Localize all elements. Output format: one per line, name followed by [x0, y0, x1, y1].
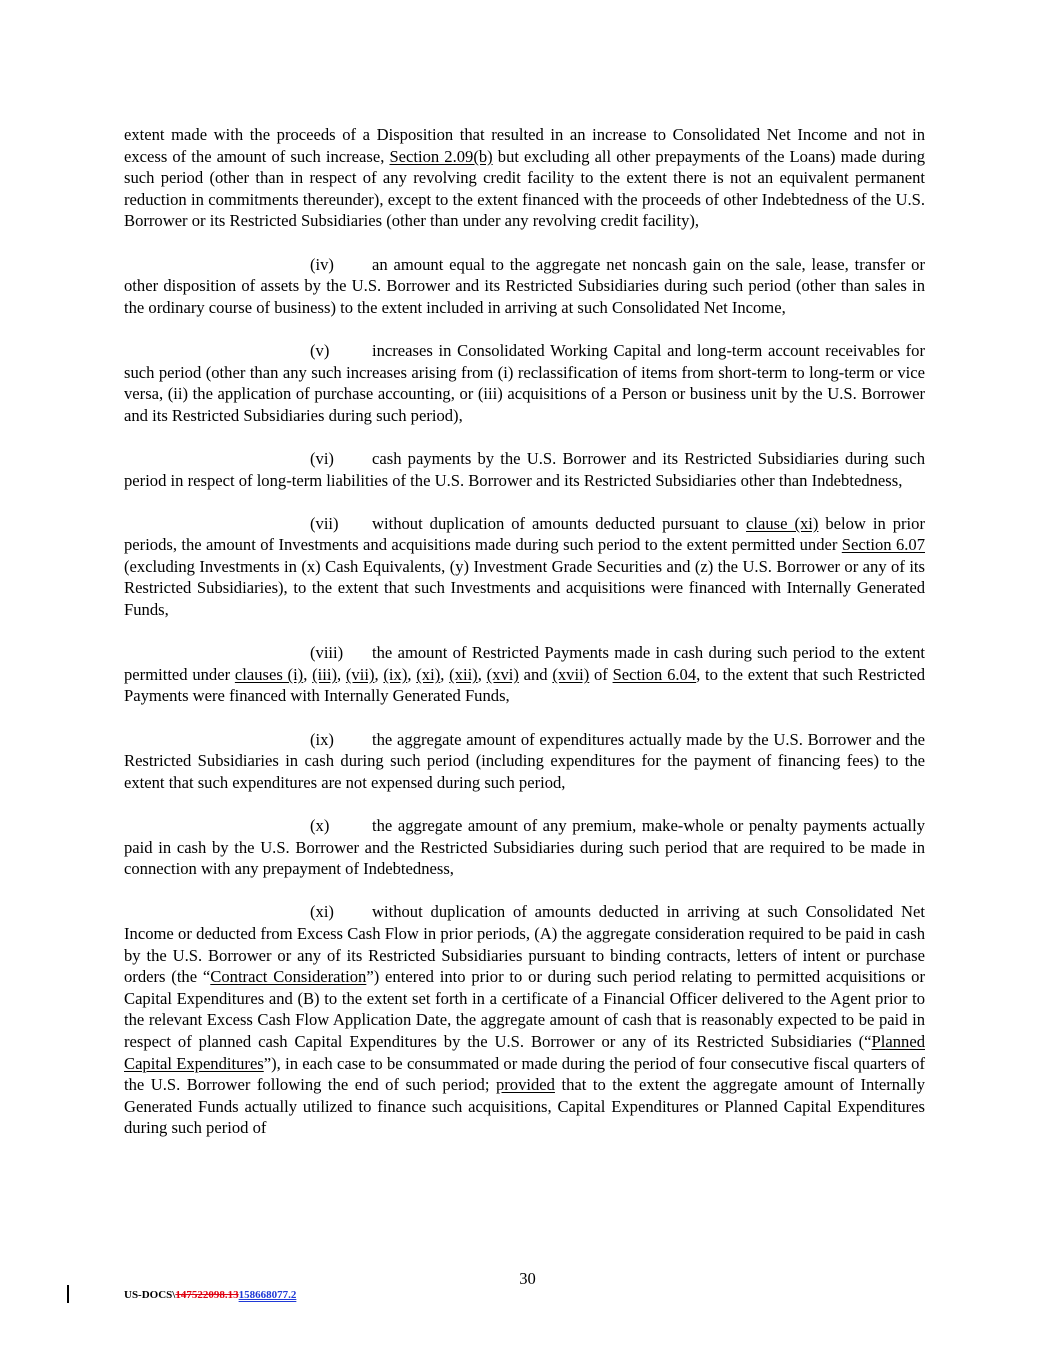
clause-number: (viii): [310, 643, 344, 663]
clause-number: (iv): [310, 254, 334, 274]
defined-term: provided: [495, 1075, 555, 1095]
paragraph-ix: (ix) the aggregate amount of expenditures actually made by the U.S. Borrower and the Restricted Subsidiaries in cash during such period (including expenditures for the payment of financing fees) to the extent that such expenditures are not expensed during such period,: [124, 729, 925, 792]
defined-term: Contract Consideration: [210, 967, 367, 987]
doc-id-prefix: US-DOCS\: [124, 1289, 176, 1301]
paragraph-vii: (vii) without duplication of amounts deducted pursuant to clause (xi) below in prior periods, the amount of Investments and acquisitions made during such period to the extent permitted under Section 6.07 (excluding Investments in (x) Cash Equivalents, (y) Investment Grade Securities and (z) the U.S. Borrower or any of its Restricted Subsidiaries), to the extent that such Investments and acquisitions were financed with Internally Generated Funds,: [124, 513, 925, 620]
doc-id-inserted: 158668077.2: [238, 1289, 297, 1301]
paragraph-iv: (iv) an amount equal to the aggregate net noncash gain on the sale, lease, transfer or other disposition of assets by the U.S. Borrower and its Restricted Subsidiaries during such period (other than sales in the ordinary course of business) to the extent included in arriving at such Consolidated Net Income,: [124, 254, 925, 317]
section-reference: Section 2.09(b): [389, 146, 493, 166]
clause-reference: (ix): [383, 664, 408, 684]
document-id-footer: [124, 1289, 296, 1301]
clause-reference: (xii): [449, 664, 478, 684]
clause-reference: (xvi): [486, 664, 519, 684]
clause-reference: (xi): [416, 664, 441, 684]
paragraph-viii: (viii) the amount of Restricted Payments made in cash during such period to the extent permitted under clauses (i), (iii), (vii), (ix), (xi), (xii), (xvi) and (xvii) of Section 6.04, to the extent that such Restricted Payments were financed with Internally Generated Funds,: [124, 643, 926, 706]
paragraph-x: (x) the aggregate amount of any premium, make-whole or penalty payments actually paid in cash by the U.S. Borrower and the Restricted Subsidiaries during such period that are required to be made in connection with any prepayment of Indebtedness,: [124, 816, 925, 879]
section-reference: Section 6.07: [841, 535, 925, 555]
clause-number: (x): [310, 816, 330, 835]
page-number: 30: [519, 1269, 536, 1288]
document-body: [124, 124, 925, 1161]
doc-id-deleted: 147522098.13: [175, 1289, 239, 1301]
change-bar: [67, 1285, 69, 1303]
clause-reference: clauses (i): [234, 664, 304, 684]
clause-number: (vii): [310, 513, 339, 533]
defined-term: Planned Capital Expenditures: [124, 1031, 925, 1073]
clause-number: (ix): [310, 729, 334, 749]
clause-number: (vi): [310, 448, 334, 468]
clause-reference: (iii): [312, 664, 337, 684]
clause-reference: (xvii): [552, 664, 590, 684]
clause-reference: clause (xi): [746, 513, 819, 533]
paragraph-v: (v) increases in Consolidated Working Capital and long-term account receivables for such period (other than any such increases arising from (i) reclassification of items from short-term to long-term or vice versa, (ii) the application of purchase accounting, or (iii) acquisitions of a Person or business unit by the U.S. Borrower and its Restricted Subsidiaries during such period),: [124, 340, 925, 425]
paragraph-vi: (vi) cash payments by the U.S. Borrower and its Restricted Subsidiaries during such period in respect of long-term liabilities of the U.S. Borrower and its Restricted Subsidiaries other than Indebtedness,: [124, 448, 925, 490]
paragraph-continuation: extent made with the proceeds of a Disposition that resulted in an increase to Consolidated Net Income and not in excess of the amount of such increase, Section 2.09(b) but excluding all other prepayments of the Loans) made during such period (other than in respect of any revolving credit facility to the extent there is not an equivalent permanent reduction in commitments thereunder), except to the extent financed with the proceeds of other Indebtedness of the U.S. Borrower or its Restricted Subsidiaries (other than under any revolving credit facility),: [124, 125, 925, 231]
clause-number: (xi): [310, 902, 334, 922]
clause-number: (v): [310, 340, 330, 360]
section-reference: Section 6.04: [612, 664, 697, 684]
paragraph-xi: (xi) without duplication of amounts deducted in arriving at such Consolidated Net Income or deducted from Excess Cash Flow in prior periods, (A) the aggregate consideration required to be paid in cash by the U.S. Borrower or any of its Restricted Subsidiaries pursuant to binding contracts, letters of intent or purchase orders (the “Contract Consideration”) entered into prior to or during such period relating to permitted acquisitions or Capital Expenditures and (B) to the extent set forth in a certificate of a Financial Officer delivered to the Agent prior to the relevant Excess Cash Flow Application Date, the aggregate amount of cash that is reasonably expected to be paid in respect of planned cash Capital Expenditures by the U.S. Borrower or any of its Restricted Subsidiaries (“Planned Capital Expenditures”), in each case to be consummated or made during the period of four consecutive fiscal quarters of the U.S. Borrower following the end of such period; provided that to the extent the aggregate amount of Internally Generated Funds actually utilized to finance such acquisitions, Capital Expenditures or Planned Capital Expenditures during such period of: [124, 902, 926, 1138]
clause-reference: (vii): [345, 664, 375, 684]
